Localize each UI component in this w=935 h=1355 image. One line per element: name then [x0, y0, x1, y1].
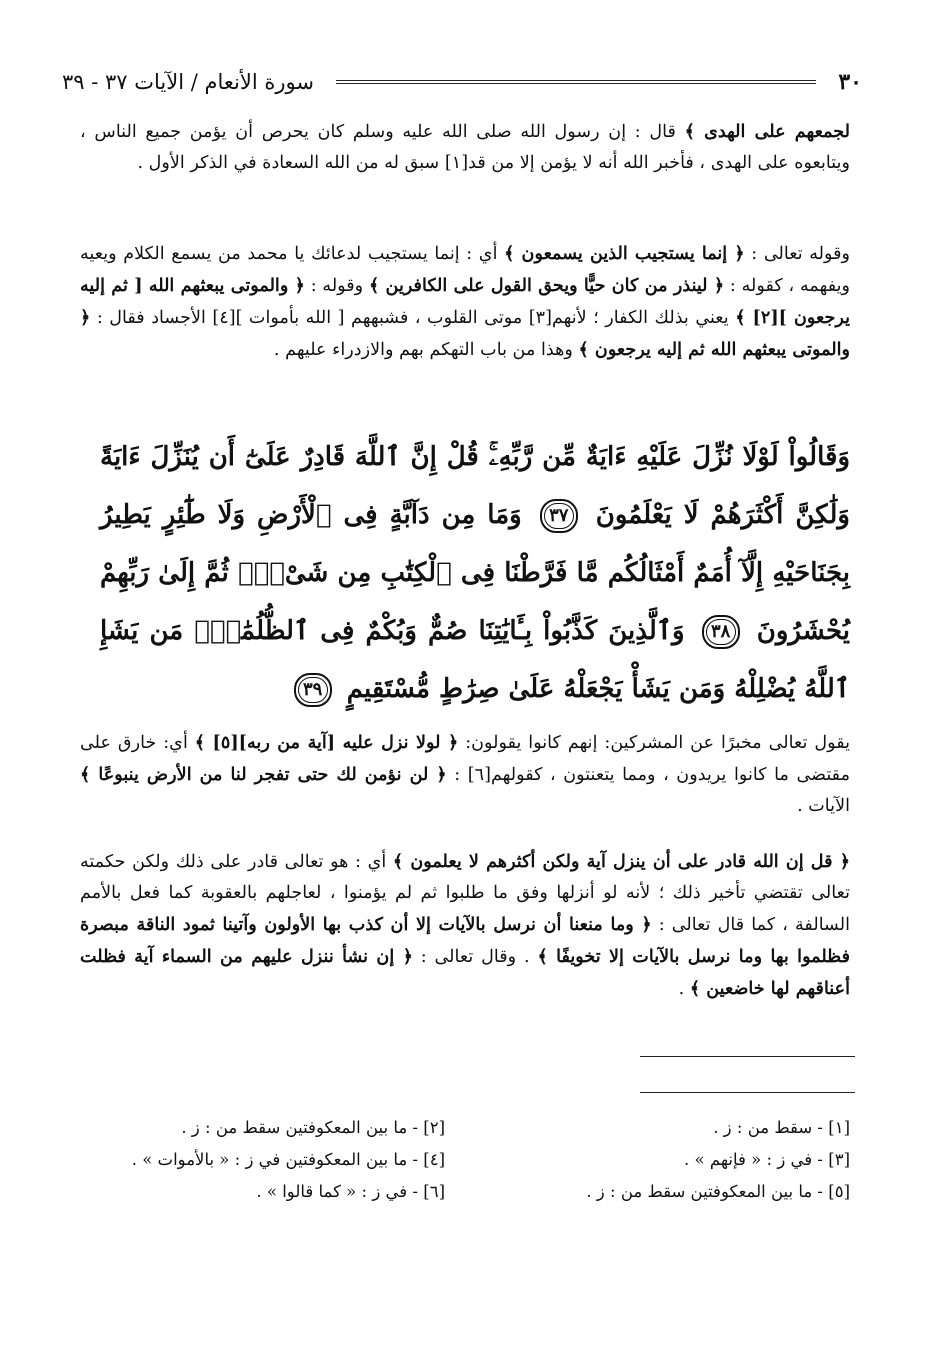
verse-quote: ﴿ وما منعنا أن نرسل بالآيات إلا أن كذب بها الأولون وآتينا ثمود الناقة مبصرة فظلموا بها وما نرسل بالآيات إلا تخويفًا ﴾	[80, 914, 850, 967]
paragraph-text: وقوله :	[304, 276, 369, 296]
paragraph-text: .	[678, 979, 690, 999]
paragraph-text: قال : إن رسول الله صلى الله عليه وسلم كان يحرص أن يؤمن جميع الناس ، ويتابعوه على الهدى ، فأخبر الله أنه لا يؤمن إلا من قد[١] سبق له من الله السعادة في الذكر الأول .	[80, 122, 850, 173]
verse-quote: ﴿ لينذر من كان حيًّا ويحق القول على الكافرين ﴾	[368, 275, 725, 296]
footnote-2: [٢] - ما بين المعكوفتين سقط من : ز .	[181, 1118, 445, 1137]
footnote-separator	[640, 1092, 855, 1093]
verse-quote: ﴿ لولا نزل عليه [آية من ربه][٥] ﴾	[194, 732, 459, 753]
header-rule	[336, 80, 816, 84]
page-number: ٣٠	[838, 69, 862, 95]
paragraph-text: أي : هو تعالى قادر على ذلك ولكن حكمته تعالى تقتضي تأخير ذلك ؛ لأنه لو أنزلها وفق ما طلبوا ثم لم يؤمنوا ، لعاجلهم بالعقوبة كما فعل بالأمم السالفة ، كما قال تعالى :	[80, 852, 851, 935]
verse-quote: ﴿ إن نشأ ننزل عليهم من السماء آية فظلت أعناقهم لها خاضعين ﴾	[80, 946, 850, 999]
commentary-paragraph-4	[80, 846, 850, 1005]
footnote-4: [٤] - ما بين المعكوفتين في ز : « بالأموات » .	[131, 1150, 445, 1169]
paragraph-text: يقول تعالى مخبرًا عن المشركين: إنهم كانوا يقولون:	[458, 733, 851, 753]
paragraph-text: أي : إنما يستجيب لدعائك يا محمد من يسمع الكلام ويعيه ويفهمه ، كقوله :	[80, 244, 850, 296]
paragraph-text: يعني بذلك الكفار ؛ لأنهم[٣] موتى القلوب ، فشبههم [ الله بأموات ][٤] الأجساد فقال :	[90, 308, 736, 328]
ayah-number-marker: ٣٩	[294, 673, 332, 707]
footnote-5: [٥] - ما بين المعكوفتين سقط من : ز .	[586, 1182, 850, 1201]
verse-quote: ﴿ والموتى يبعثهم الله [ ثم إليه يرجعون ][٢] ﴾	[80, 275, 850, 328]
verse-38: وَمَا مِن دَآبَّةٍ فِى ٱلْأَرْضِ وَلَا طَٰٓئِرٍ يَطِيرُ بِجَنَاحَيْهِ إِلَّآ أُمَمٌ أَمْثَالُكُم مَّا فَرَّطْنَا فِى ٱلْكِتَٰبِ مِن شَىْءٍۚ ثُمَّ إِلَىٰ رَبِّهِمْ يُحْشَرُونَ	[100, 500, 850, 646]
footnote-1: [١] - سقط من : ز .	[713, 1118, 850, 1137]
paragraph-text: أي: خارق على مقتضى ما كانوا يريدون ، ومما يتعنتون ، كقولهم[٦] :	[80, 733, 850, 785]
page-header	[62, 62, 862, 102]
verse-37: وَقَالُواْ لَوْلَا نُزِّلَ عَلَيْهِ ءَايَةٌ مِّن رَّبِّهِۦۚ قُلْ إِنَّ ٱللَّهَ قَادِرٌ عَلَىٰٓ أَن يُنَزِّلَ ءَايَةً وَلَٰكِنَّ أَكْثَرَهُمْ لَا يَعْلَمُونَ	[100, 442, 850, 530]
paragraph-text: الآيات .	[797, 796, 850, 816]
commentary-paragraph-3	[80, 727, 850, 822]
paragraph-text: وهذا من باب التهكم بهم والازدراء عليهم .	[273, 340, 579, 360]
verse-quote: ﴿ إنما يستجيب الذين يسمعون ﴾	[504, 243, 745, 264]
footnotes	[80, 1112, 850, 1208]
paragraph-text: وقوله تعالى :	[744, 244, 851, 264]
footnote-6: [٦] - في ز : « كما قالوا » .	[256, 1182, 445, 1201]
bold-phrase: لجمعهم على الهدى ﴾	[684, 121, 851, 142]
quran-verses-block	[100, 428, 850, 718]
footnote-separator	[640, 1056, 855, 1057]
verse-quote: ﴿ قل إن الله قادر على أن ينزل آية ولكن أكثرهم لا يعلمون ﴾	[392, 851, 851, 872]
running-title: سورة الأنعام / الآيات ٣٧ - ٣٩	[62, 70, 314, 94]
commentary-paragraph-1	[80, 116, 850, 179]
verse-quote: ﴿ والموتى يبعثهم الله ثم إليه يرجعون ﴾	[80, 307, 850, 360]
ayah-number-marker: ٣٧	[540, 499, 578, 533]
footnote-3: [٣] - في ز : « فإنهم » .	[684, 1150, 850, 1169]
ayah-number-marker: ٣٨	[702, 615, 740, 649]
paragraph-text: . وقال تعالى :	[412, 947, 538, 967]
commentary-paragraph-2	[80, 238, 850, 366]
verse-quote: ﴿ لن نؤمن لك حتى تفجر لنا من الأرض ينبوعًا ﴾	[80, 764, 447, 785]
verse-39: وَٱلَّذِينَ كَذَّبُواْ بِـَٔايَٰتِنَا صُمٌّ وَبُكْمٌ فِى ٱلظُّلُمَٰتِۗ مَن يَشَإِ ٱللَّهُ يُضْلِلْهُ وَمَن يَشَأْ يَجْعَلْهُ عَلَىٰ صِرَٰطٍ مُّسْتَقِيمٍ	[100, 616, 850, 704]
